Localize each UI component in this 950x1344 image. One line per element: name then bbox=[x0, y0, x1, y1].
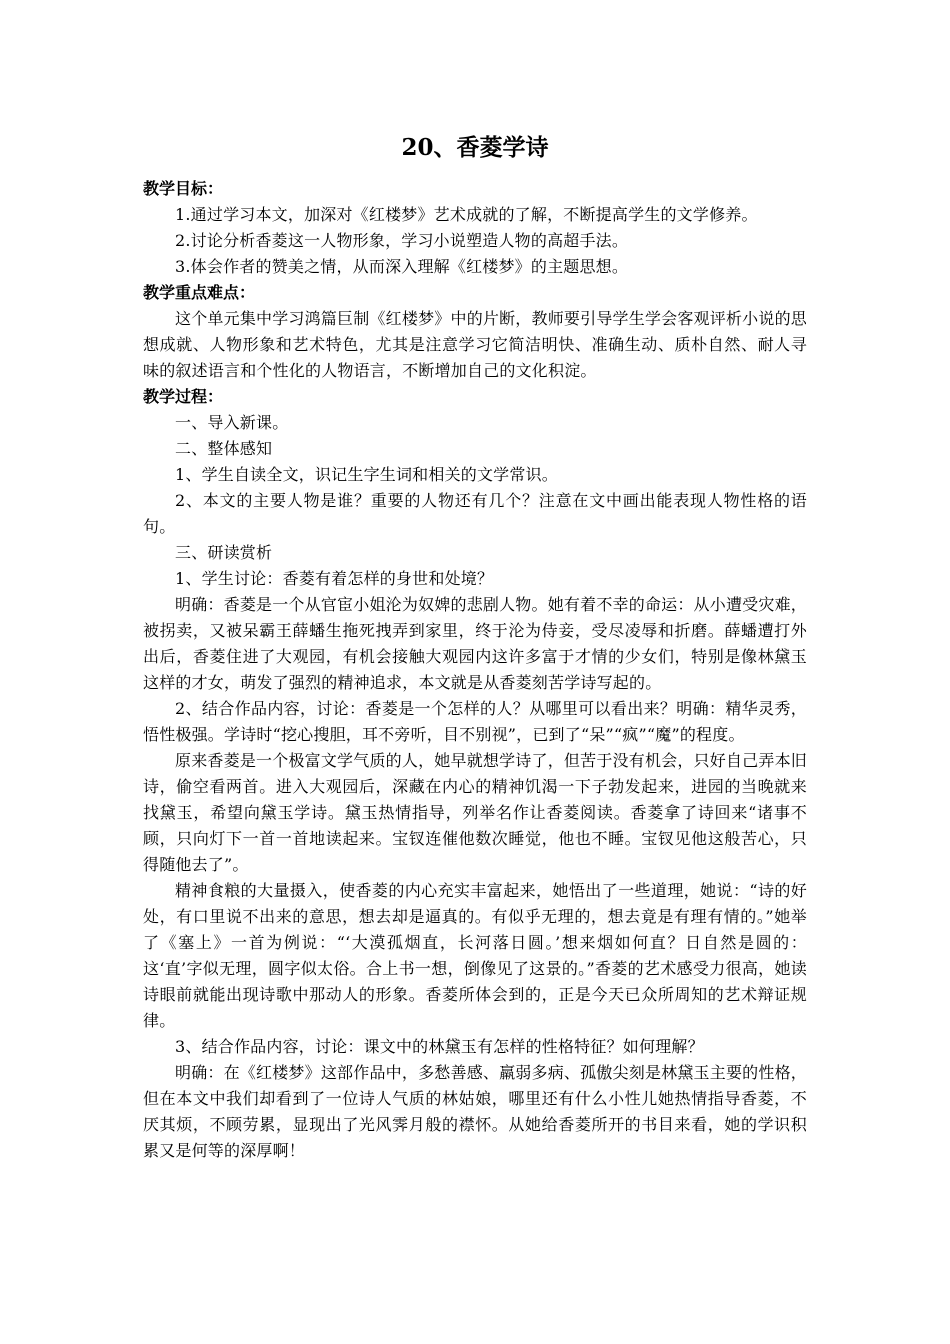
paragraph: 1、学生讨论：香菱有着怎样的身世和处境？ bbox=[175, 569, 494, 588]
paragraph: 一、导入新课。 bbox=[175, 413, 289, 432]
paragraph: 2、结合作品内容，讨论：香菱是一个怎样的人？从哪里可以看出来？明确：精华灵秀，悟性极强。学诗时“挖心搜胆，耳不旁听，目不别视”，已到了“呆”“疯”“魔”的程度。 bbox=[143, 699, 807, 744]
paragraph: 1、学生自读全文，识记生字生词和相关的文学常识。 bbox=[175, 465, 558, 484]
section-key-difficulties bbox=[143, 280, 807, 384]
section-heading: 教学过程： bbox=[143, 387, 224, 406]
paragraph: 3.体会作者的赞美之情，从而深入理解《红楼梦》的主题思想。 bbox=[175, 257, 629, 276]
paragraph: 二、整体感知 bbox=[175, 439, 273, 458]
paragraph: 1.通过学习本文，加深对《红楼梦》艺术成就的了解，不断提高学生的文学修养。 bbox=[175, 205, 758, 224]
paragraph: 精神食粮的大量摄入，使香菱的内心充实丰富起来，她悟出了一些道理，她说：“诗的好处，有口里说不出来的意思，想去却是逼真的。有似乎无理的，想去竟是有理有情的。”她举了《塞上》一首为例说：“‘大漠孤烟直，长河落日圆。’想来烟如何直？日自然是圆的：这‘直’字似无理，圆字似太俗。合上书一想，倒像见了这景的。”香菱的艺术感受力很高，她读诗眼前就能出现诗歌中那动人的形象。香菱所体会到的，正是今天已众所周知的艺术辩证规律。 bbox=[143, 881, 807, 1030]
section-heading: 教学重点难点： bbox=[143, 283, 256, 302]
paragraph: 三、研读赏析 bbox=[175, 543, 273, 562]
paragraph: 2.讨论分析香菱这一人物形象，学习小说塑造人物的高超手法。 bbox=[175, 231, 629, 250]
paragraph: 2、本文的主要人物是谁？重要的人物还有几个？注意在文中画出能表现人物性格的语句。 bbox=[143, 491, 807, 536]
paragraph: 明确：在《红楼梦》这部作品中，多愁善感、羸弱多病、孤傲尖刻是林黛玉主要的性格，但在本文中我们却看到了一位诗人气质的林姑娘，哪里还有什么小性儿她热情指导香菱，不厌其烦，不顾劳累，显现出了光风霁月般的襟怀。从她给香菱所开的书目来看，她的学识积累又是何等的深厚啊！ bbox=[143, 1063, 807, 1160]
document-title: 20、香菱学诗 bbox=[401, 134, 549, 161]
section-teaching-process bbox=[143, 384, 807, 1164]
section-teaching-objectives bbox=[143, 176, 807, 280]
paragraph: 3、结合作品内容，讨论：课文中的林黛玉有怎样的性格特征？如何理解？ bbox=[175, 1037, 704, 1056]
paragraph: 这个单元集中学习鸿篇巨制《红楼梦》中的片断，教师要引导学生学会客观评析小说的思想成就、人物形象和艺术特色，尤其是注意学习它简洁明快、准确生动、质朴自然、耐人寻味的叙述语言和个性化的人物语言，不断增加自己的文化积淀。 bbox=[143, 309, 807, 380]
section-heading: 教学目标： bbox=[143, 179, 224, 198]
paragraph: 明确：香菱是一个从官宦小姐沦为奴婢的悲剧人物。她有着不幸的命运：从小遭受灾难，被拐卖，又被呆霸王薛蟠生拖死拽弄到家里，终于沦为侍妾，受尽凌辱和折磨。薛蟠遭打外出后，香菱住进了大观园，有机会接触大观园内这许多富于才情的少女们，特别是像林黛玉这样的才女，萌发了强烈的精神追求，本文就是从香菱刻苦学诗写起的。 bbox=[143, 595, 807, 692]
paragraph: 原来香菱是一个极富文学气质的人，她早就想学诗了，但苦于没有机会，只好自己弄本旧诗，偷空看两首。进入大观园后，深藏在内心的精神饥渴一下子勃发起来，进园的当晚就来找黛玉，希望向黛玉学诗。黛玉热情指导，列举名作让香菱阅读。香菱拿了诗回来“诸事不顾，只向灯下一首一首地读起来。宝钗连催他数次睡觉，他也不睡。宝钗见他这般苦心，只得随他去了”。 bbox=[143, 751, 807, 874]
document-page bbox=[143, 128, 807, 1164]
